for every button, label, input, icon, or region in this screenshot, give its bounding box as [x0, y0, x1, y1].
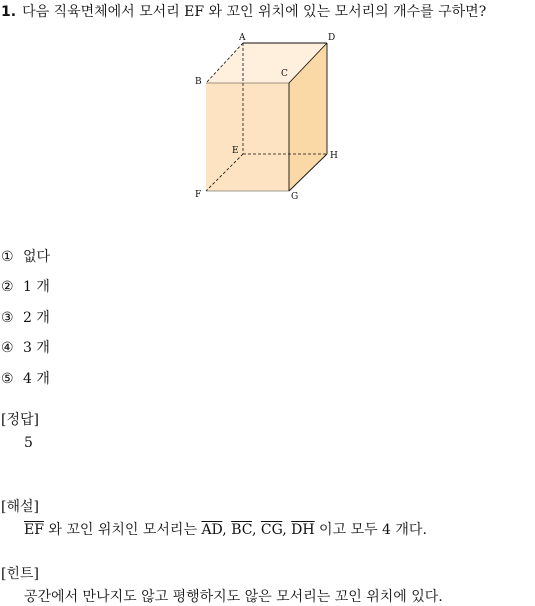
choice-text: 3 개	[23, 340, 50, 356]
cuboid-figure	[190, 26, 350, 208]
comma: ,	[222, 522, 232, 538]
explanation-label: [해설]	[1, 499, 39, 515]
choice-4[interactable]	[1, 337, 50, 357]
choice-marker: ④	[1, 340, 14, 356]
choice-3[interactable]	[1, 307, 50, 327]
hint-label: [힌트]	[1, 566, 39, 582]
segment-ad: $\overline{AD}$	[201, 522, 223, 538]
explanation-part: 와 꼬인 위치인 모서리는	[43, 522, 202, 538]
choice-1[interactable]	[1, 246, 50, 266]
vertex-label-b: B	[195, 77, 202, 87]
vertex-label-c: C	[281, 69, 288, 79]
vertex-label-e: E	[232, 146, 239, 156]
hint-text: 공간에서 만나지도 않고 평행하지도 않은 모서리는 꼬인 위치에 있다.	[24, 589, 443, 605]
question-number: 1.	[1, 4, 17, 20]
vertex-label-f: F	[195, 190, 202, 200]
question	[1, 1, 486, 21]
answer-label: [정답]	[1, 412, 39, 428]
explanation-text	[24, 519, 427, 539]
answer-value: 5	[24, 435, 33, 451]
choice-text: 4 개	[23, 371, 50, 387]
vertex-label-d: D	[328, 33, 336, 43]
explanation-part: 이고 모두 4 개다.	[314, 522, 427, 538]
vertex-label-h: H	[330, 151, 338, 161]
choice-marker: ⑤	[1, 371, 14, 387]
choice-marker: ③	[1, 310, 14, 326]
question-text: 다음 직육면체에서 모서리 EF 와 꼬인 위치에 있는 모서리의 개수를 구하면?	[22, 4, 487, 20]
vertex-label-g: G	[291, 192, 299, 202]
segment-dh: $\overline{DH}$	[291, 522, 315, 538]
choice-5[interactable]	[1, 368, 50, 388]
segment-bc: $\overline{BC}$	[231, 522, 252, 538]
segment-cg: $\overline{CG}$	[260, 522, 283, 538]
comma: ,	[282, 522, 292, 538]
choice-2[interactable]	[1, 276, 50, 296]
segment-ef: $\overline{EF}$	[24, 522, 44, 538]
choice-text: 2 개	[23, 310, 50, 326]
choice-marker: ①	[1, 249, 14, 265]
vertex-label-a: A	[239, 33, 246, 43]
choice-text: 1 개	[23, 279, 50, 295]
choice-marker: ②	[1, 279, 14, 295]
comma: ,	[251, 522, 261, 538]
cuboid-front-face	[206, 83, 289, 191]
choice-text: 없다	[23, 249, 51, 265]
